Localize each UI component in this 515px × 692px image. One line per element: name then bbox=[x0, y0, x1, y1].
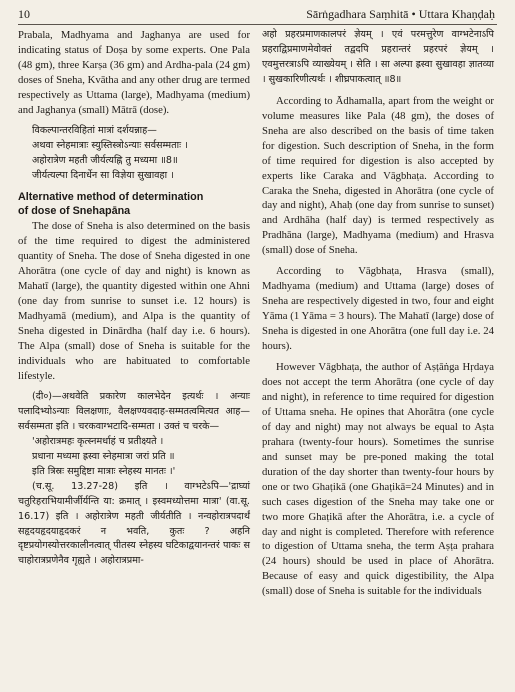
verse-line: अहोरात्रेण महती जीर्यत्यह्नि तु मध्यमा ॥8॥ bbox=[32, 154, 178, 166]
page-number: 10 bbox=[18, 7, 30, 21]
commentary-paragraph: (दी०)—अथवेति प्रकारेण कालभेदेन इत्यर्थः । अन्याः पलादिभ्योऽन्याः विलक्षणाः, वैलक्षण्यवदाह-सम्मतत्वमित्यत आह—सर्वसम्मता इति । चरकवाग्भटादि-सम्मता । उक्तं च चरके— bbox=[18, 390, 250, 432]
paragraph-ahoratra: However Vāgbhaṭa, the author of Aṣṭāṅga Hṛdaya does not accept the term Ahorātra (one cycle of day and night), in reference to time required for digestion of Uttama sneha. He opines that Ahorātra (one cycle of day and night) may not always be equal to Aṣta prahara (twenty-four hours). Sometimes the sunrise and sunset may be pre-poned making the total duration of the day shorter than twenty-four hours by one or two Ghaṭikā (one Ghaṭikā=24 Minutes) and in such cases digestion of the Sneha may take one or two more Ghaṭikā after the Ahorātra, i.e. a cycle of day and night is completed. Therefore with reference to digestion of Uttama sneha, the term Aṣṭa prahara (24 hours) should be used in place of Ahorātra. Because of easy and quick digestibility, the Alpa (small) dose of Sneha is suitable for the individuals bbox=[262, 361, 494, 598]
section-heading: Alternative method of determination bbox=[18, 190, 204, 203]
commentary-paragraph: अहो प्रहरप्रमाणकालपरं ज्ञेयम् । एवं परमत्तुरेण वाग्भटेनाऽपि प्रहराद्विप्रमाणमेवोक्तं तद्वदपि प्रहरान्तरं प्रहरपरं ज्ञेयम् । एवमुत्तरत्राऽपि व्याख्येयम् । सेति । सा अल्पा ह्रस्वा सुखावहा ज्ञातव्या । सुखकारिणीत्यर्थः । शीघ्रपाकत्वात् ॥8॥ bbox=[262, 29, 494, 85]
verse-line: अथवा स्नेहमात्राः स्युस्तिस्त्रोऽन्याः सर्वसम्मताः । bbox=[32, 139, 188, 151]
paragraph-vagbhata: According to Vāgbhaṭa, Hrasva (small), Madhyama (medium) and Uttama (large) doses of Sneha are respectively digested in two, four and eight Yāma (1 Yāma = 3 hours). The Mahatī (large) dose of Sneha is digested in one Ahorātra (one full day i.e. 24 hours). bbox=[262, 265, 494, 353]
quote-line: प्रधाना मध्यमा ह्रस्वा स्नेहमात्रा जरां प्रति ॥ bbox=[32, 450, 175, 462]
section-heading: of dose of Snehapāna bbox=[18, 205, 131, 218]
quote-line: 'अहोरात्रमहः कृत्स्नमर्धाहं च प्रतीक्ष्यते । bbox=[32, 435, 164, 447]
left-column bbox=[18, 28, 250, 569]
right-column bbox=[262, 28, 494, 599]
paragraph-adhamalla: According to Ādhamalla, apart from the weight or volume measures like Pala (48 gm), the doses of Sneha are also described on the basis of time taken for digestion. Such description of Sneha, in the form of time required for digestion is also accepted by experts like Caraka and Vāgbhaṭa. According to Caraka the Sneha, digested in Ahorātra (one cycle of day and night), Ahaḥ (one day from sunrise to sunset) and Ardhāha (half day) is termed respectively as Pradhāna (large), Madhyama (medium) and Hrasva (small) dose of Sneha. bbox=[262, 94, 494, 257]
paragraph-dose-status: Prabala, Madhyama and Jaghanya are used for indicating status of Doṣa by some experts. One Pala (48 gm), three Karṣa (36 gm) and Ardha-pala (24 gm) doses of Sneha, Kvātha and any other drug are termed respectively as Uttama (large), Madhyama (medium) and Jaghanya (small) Mātrā (dose). bbox=[18, 29, 250, 116]
commentary-paragraph: (च.सू. 13.27-28) इति । वाग्भटेऽपि—'द्राघ्यां चतुरिहराभियामीर्जीर्यन्ति या: क्रमात् । इस्वमध्योत्तमा मात्रा' (वा.सू. 16.17) इति । अहोरात्रेण महती जीर्यतीति । नन्वहोरात्रपदार्थं सहृदयहृदयाहृदकरं न भवति, कुतः ? अहनि दृष्टप्रयोगस्योत्तरकालीनत्वात् पीतस्य स्नेहस्य घटिकाद्वयानन्तरं पाकः स चाहोरात्रप्रणेनैव गृह्यते । अहोरात्रप्रमा- bbox=[18, 480, 250, 567]
paragraph-time-based-dose: The dose of Sneha is also determined on the basis of the time required to digest the administered quantity of Sneha. The dose of Sneha digested in one Ahorātra (one cycle of day and night) is known as Mahatī (large), the quantity digested within one Ahni (one day from sunrise to sunset i.e. 12 hours) is Madhyamā (medium), and Alpa is the quantity of Sneha digested in Dinārdha (half day i.e. 6 hours). The Alpa (small) dose of Sneha is suitable for the individuals who are habituated to comfortable lifestyle. bbox=[18, 220, 250, 382]
verse-introduction: विकल्पान्तरविहितां मात्रां दर्शयन्नाह— bbox=[32, 124, 157, 136]
quote-line: इति त्रिस्रः समुद्दिष्टा मात्राः स्नेहस्य मानतः ।' bbox=[32, 465, 176, 477]
verse-line: जीर्यत्यल्पा दिनार्धेन सा विज्ञेया सुखावहा । bbox=[32, 169, 174, 181]
running-title: Sārṅgadhara Saṃhitā • Uttara Khaṇḍaḥ bbox=[306, 7, 495, 21]
header-rule bbox=[18, 24, 497, 25]
